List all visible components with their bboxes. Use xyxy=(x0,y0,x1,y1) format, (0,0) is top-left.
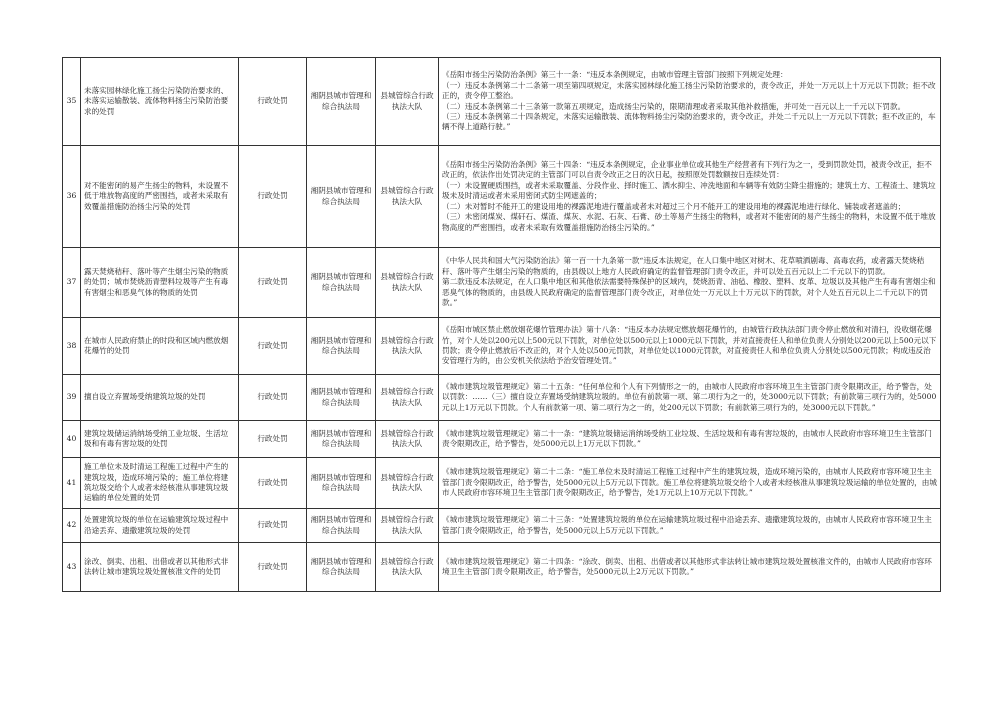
row-number: 41 xyxy=(63,458,81,509)
legal-basis xyxy=(439,146,941,248)
row-number: 40 xyxy=(63,421,81,458)
table-row xyxy=(63,509,941,543)
enforcement-department: 湘阴县城市管理和综合执法局 xyxy=(307,543,376,592)
penalty-category: 行政处罚 xyxy=(239,248,307,318)
enforcement-unit: 县城管综合行政执法大队 xyxy=(376,318,439,375)
enforcement-unit: 县城管综合行政执法大队 xyxy=(376,421,439,458)
penalty-category: 行政处罚 xyxy=(239,421,307,458)
penalty-category: 行政处罚 xyxy=(239,509,307,543)
legal-basis-paragraph: （一）违反本条例第二十二条第一项至第四项规定，未落实园林绿化施工扬尘污染防治要求的，责令改正，并处一万元以上十万元以下罚款；拒不改正的，责令停工整治。 xyxy=(442,80,936,101)
legal-basis-paragraph: （一）未设置硬质围挡，或者未采取覆盖、分段作业、择时施工、洒水抑尘、冲洗地面和车辆等有效防尘降尘措施的；建筑土方、工程渣土、建筑垃圾未及时清运或者未采用密闭式防尘网遮盖的； xyxy=(442,180,936,201)
enforcement-unit: 县城管综合行政执法大队 xyxy=(376,248,439,318)
legal-basis-paragraph: （三）未密闭煤炭、煤矸石、煤渣、煤灰、水泥、石灰、石膏、砂土等易产生扬尘的物料，或者对不能密闭的易产生扬尘的物料，未设置不低于堆放物高度的严密围挡，或者未采取有效覆盖措施防治扬尘污染的。” xyxy=(442,212,936,232)
legal-basis-paragraph: 《中华人民共和国大气污染防治法》第一百一十九条第一款“违反本法规定，在人口集中地区对树木、花草喷洒剧毒、高毒农药，或者露天焚烧秸秆、落叶等产生烟尘污染的物质的，由县级以上地方人民政府确定的监督管理部门责令改正，并可以处五百元以上二千元以下的罚款。 xyxy=(442,256,925,276)
item-name: 在城市人民政府禁止的时段和区域内燃放烟花爆竹的处罚 xyxy=(81,318,239,375)
penalty-category: 行政处罚 xyxy=(239,146,307,248)
item-name: 未落实园林绿化施工扬尘污染防治要求的、未落实运输散装、流体物料扬尘污染防治要求的处罚 xyxy=(81,58,239,146)
penalty-table xyxy=(62,57,941,592)
row-number: 42 xyxy=(63,509,81,543)
row-number: 35 xyxy=(63,58,81,146)
row-number: 39 xyxy=(63,375,81,421)
legal-basis-paragraph: 《城市建筑垃圾管理规定》第二十五条：“任何单位和个人有下列情形之一的，由城市人民政府市容环境卫生主管部门责令限期改正，给予警告，处以罚款：……（三）擅自设立弃置场受纳建筑垃圾的。单位有前款第一项、第二项行为之一的，处3000元以下罚款；有前款第三项行为的，处5000元以上1万元以下罚款。个人有前款第一项、第二项行为之一的，处200元以下罚款；有前款第三项行为的，处3000元以下罚款。” xyxy=(442,381,937,412)
legal-basis-paragraph: （二）违反本条例第二十三条第一款第五项规定，造成扬尘污染的，限期清理或者采取其他补救措施，并可处一百元以上一千元以下罚款。 xyxy=(442,101,906,111)
enforcement-unit: 县城管综合行政执法大队 xyxy=(376,58,439,146)
table-row xyxy=(63,58,941,146)
table-body xyxy=(63,58,941,592)
legal-basis-paragraph: 《城市建筑垃圾管理规定》第二十三条：“处置建筑垃圾的单位在运输建筑垃圾过程中沿途丢弃、遗撒建筑垃圾的，由城市人民政府市容环境卫生主管部门责令限期改正，给予警告，处5000元以上5万元以下罚款。” xyxy=(442,515,932,535)
item-name: 建筑垃圾储运消纳场受纳工业垃圾、生活垃圾和有毒有害垃圾的处罚 xyxy=(81,421,239,458)
enforcement-department: 湘阴县城市管理和综合执法局 xyxy=(307,248,376,318)
table-row xyxy=(63,421,941,458)
enforcement-unit: 县城管综合行政执法大队 xyxy=(376,146,439,248)
enforcement-department: 湘阴县城市管理和综合执法局 xyxy=(307,318,376,375)
enforcement-unit: 县城管综合行政执法大队 xyxy=(376,543,439,592)
enforcement-department: 湘阴县城市管理和综合执法局 xyxy=(307,58,376,146)
table-row xyxy=(63,375,941,421)
enforcement-department: 湘阴县城市管理和综合执法局 xyxy=(307,509,376,543)
enforcement-department: 湘阴县城市管理和综合执法局 xyxy=(307,421,376,458)
enforcement-department: 湘阴县城市管理和综合执法局 xyxy=(307,375,376,421)
legal-basis-paragraph: 《岳阳市扬尘污染防治条例》第三十四条：“违反本条例规定，企业事业单位或其他生产经营者有下列行为之一，受到罚款处罚，被责令改正，拒不改正的，依法作出处罚决定的主管部门可以自责令改正之日的次日起，按照原处罚数额按日连续处罚： xyxy=(442,160,932,180)
item-name: 对不能密闭的易产生扬尘的物料，未设置不低于堆放物高度的严密围挡，或者未采取有效覆盖措施防治扬尘污染的处罚 xyxy=(81,146,239,248)
legal-basis-paragraph: 《岳阳市城区禁止燃放烟花爆竹管理办法》第十八条：“违反本办法规定燃放烟花爆竹的，由城管行政执法部门责令停止燃放和对清扫，没收烟花爆竹，对个人处以200元以上500元以下罚款，对单位处以500元以上1000元以下罚款，并对直接责任人和单位负责人分别处以200元以上500元以下罚款；责令停止燃放后不改正的，对个人处以500元罚款，对单位处以1000元罚款，对直接责任人和单位负责人分别处以500元罚款；构成违反治安管理行为的，由公安机关依法给予治安管理处罚。” xyxy=(442,325,937,366)
table-row xyxy=(63,146,941,248)
legal-basis-paragraph: 《城市建筑垃圾管理规定》第二十四条：“涂改、倒卖、出租、出借或者以其他形式非法转让城市建筑垃圾处置核准文件的，由城市人民政府市容环境卫生主管部门责令限期改正，给予警告，处5000元以上2万元以下罚款。” xyxy=(442,556,932,576)
legal-basis xyxy=(439,509,941,543)
legal-basis xyxy=(439,543,941,592)
legal-basis xyxy=(439,318,941,375)
enforcement-unit: 县城管综合行政执法大队 xyxy=(376,375,439,421)
table-row xyxy=(63,458,941,509)
penalty-category: 行政处罚 xyxy=(239,543,307,592)
item-name: 施工单位未及时清运工程施工过程中产生的建筑垃圾，造成环境污染的；施工单位将建筑垃圾交给个人或者未经核准从事建筑垃圾运输的单位处置的处罚 xyxy=(81,458,239,509)
row-number: 43 xyxy=(63,543,81,592)
legal-basis-paragraph: 第二款违反本法规定，在人口集中地区和其他依法需要特殊保护的区域内，焚烧沥青、油毡、橡胶、塑料、皮革、垃圾以及其他产生有毒有害烟尘和恶臭气体的物质的，由县级人民政府确定的监督管理部门责令改正，对单位处一万元以上十万元以下的罚款，对个人处五百元以上二千元以下的罚款。” xyxy=(442,277,936,308)
legal-basis xyxy=(439,421,941,458)
item-name: 擅自设立弃置场受纳建筑垃圾的处罚 xyxy=(81,375,239,421)
legal-basis xyxy=(439,248,941,318)
row-number: 38 xyxy=(63,318,81,375)
table-row xyxy=(63,248,941,318)
legal-basis-paragraph: 《岳阳市扬尘污染防治条例》第三十一条：“违反本条例规定，由城市管理主管部门按照下列规定处理： xyxy=(442,70,788,80)
penalty-category: 行政处罚 xyxy=(239,458,307,509)
enforcement-department: 湘阴县城市管理和综合执法局 xyxy=(307,146,376,248)
legal-basis xyxy=(439,58,941,146)
legal-basis-paragraph: （三）违反本条例第二十四条规定，未落实运输散装、流体物料扬尘污染防治要求的，责令改正，并处二千元以上一万元以下罚款；拒不改正的，车辆不得上道路行驶。” xyxy=(442,111,936,132)
enforcement-department: 湘阴县城市管理和综合执法局 xyxy=(307,458,376,509)
legal-basis xyxy=(439,375,941,421)
penalty-category: 行政处罚 xyxy=(239,375,307,421)
item-name: 处置建筑垃圾的单位在运输建筑垃圾过程中沿途丢弃、遗撒建筑垃圾的处罚 xyxy=(81,509,239,543)
penalty-category: 行政处罚 xyxy=(239,58,307,146)
row-number: 37 xyxy=(63,248,81,318)
enforcement-unit: 县城管综合行政执法大队 xyxy=(376,509,439,543)
legal-basis-paragraph: 《城市建筑垃圾管理规定》第二十二条：“施工单位未及时清运工程施工过程中产生的建筑垃圾，造成环境污染的，由城市人民政府市容环境卫生主管部门责令限期改正，给予警告，处5000元以上5万元以下罚款。施工单位将建筑垃圾交给个人或者未经核准从事建筑垃圾运输的单位处置的，由城市人民政府市容环境卫生主管部门责令限期改正，给予警告，处1万元以上10万元以下罚款。” xyxy=(442,467,937,498)
enforcement-unit: 县城管综合行政执法大队 xyxy=(376,458,439,509)
table-row xyxy=(63,318,941,375)
row-number: 36 xyxy=(63,146,81,248)
legal-basis-paragraph: 《城市建筑垃圾管理规定》第二十一条：“建筑垃圾储运消纳场受纳工业垃圾、生活垃圾和有毒有害垃圾的，由城市人民政府市容环境卫生主管部门责令限期改正，给予警告，处5000元以上1万元以下罚款。” xyxy=(442,428,932,448)
penalty-category: 行政处罚 xyxy=(239,318,307,375)
legal-basis xyxy=(439,458,941,509)
table-row xyxy=(63,543,941,592)
legal-basis-paragraph: （二）未对暂时不能开工的建设用地的裸露泥地进行覆盖或者未对超过三个月不能开工的建设用地的裸露泥地进行绿化、铺装或者遮盖的； xyxy=(442,201,906,211)
item-name: 涂改、倒卖、出租、出借或者以其他形式非法转让城市建筑垃圾处置核准文件的处罚 xyxy=(81,543,239,592)
item-name: 露天焚烧秸秆、落叶等产生烟尘污染的物质的处罚；城市焚烧沥青塑料垃圾等产生有毒有害烟尘和恶臭气体的物质的处罚 xyxy=(81,248,239,318)
